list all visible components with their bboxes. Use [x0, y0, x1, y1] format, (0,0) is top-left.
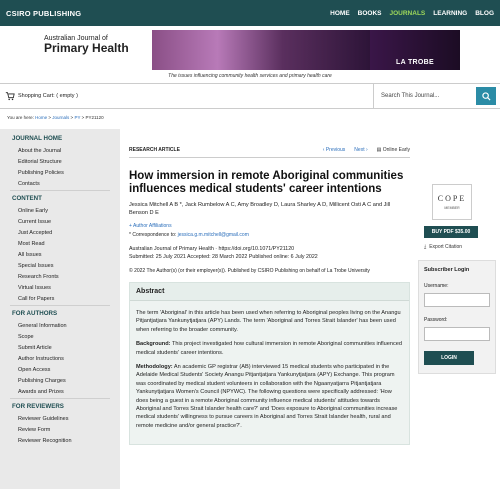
journal-banner: [0, 26, 500, 79]
journal-title-line1: Australian Journal of: [44, 35, 108, 42]
banner-artwork: [152, 30, 370, 70]
sidebar-item-general-info[interactable]: General Information: [18, 323, 67, 329]
abstract-note: The term 'Aboriginal' in this article has been used when referring to Aboriginal peoples living on the Anangu Pitjantjatjara Yankunytjatjara (APY) Lands. The term 'Aboriginal and Torres Strait Islander' has been used when referring to the broader community.: [136, 310, 401, 333]
previous-label: Previous: [325, 147, 346, 153]
username-field[interactable]: [424, 293, 490, 307]
nav-journals[interactable]: JOURNALS: [389, 9, 426, 17]
nav-home[interactable]: HOME: [330, 9, 350, 17]
sidebar-item-virtual-issues[interactable]: Virtual Issues: [18, 285, 51, 291]
background-label: Background:: [136, 341, 171, 348]
sidebar: [0, 129, 120, 489]
article-type-label: RESEARCH ARTICLE: [129, 147, 180, 153]
article-main: [120, 129, 410, 489]
breadcrumb-journals[interactable]: Journals: [52, 115, 70, 120]
sidebar-item-just-accepted[interactable]: Just Accepted: [18, 230, 53, 236]
username-label: Username:: [424, 283, 449, 289]
cope-logo-sub: MEMBER: [444, 206, 460, 210]
sidebar-heading-journal-home[interactable]: JOURNAL HOME: [12, 135, 63, 142]
methodology-label: Methodology:: [136, 364, 173, 371]
sidebar-item-open-access[interactable]: Open Access: [18, 367, 51, 373]
correspondence: [129, 232, 410, 238]
export-citation-label: Export Citation: [429, 244, 463, 250]
sidebar-item-author-instructions[interactable]: Author Instructions: [18, 356, 64, 362]
background-text: This project investigated how cultural immersion in remote Aboriginal communities influenced medical students' career intentions.: [136, 341, 403, 356]
search-input[interactable]: Search This Journal...: [381, 93, 440, 99]
sidebar-item-scope[interactable]: Scope: [18, 334, 34, 340]
correspondence-email[interactable]: jessica.g.m.mitchell@gmail.com: [177, 232, 249, 238]
top-bar: [0, 0, 500, 26]
sidebar-heading-content[interactable]: CONTENT: [12, 195, 42, 202]
sidebar-item-most-read[interactable]: Most Read: [18, 241, 45, 247]
correspondence-label: * Correspondence to:: [129, 232, 177, 238]
sidebar-item-review-form[interactable]: Review Form: [18, 427, 51, 433]
banner-image[interactable]: [40, 30, 460, 70]
sidebar-divider: [10, 305, 110, 306]
article-nav: [323, 147, 410, 153]
article-authors[interactable]: Jessica Mitchell A B *, Jack Rumbelow A C, Amy Broadley D, Laura Sharley A D, Millicent Osti A C and Jill Benson D E: [129, 202, 391, 216]
shopping-cart[interactable]: [5, 91, 78, 101]
password-field[interactable]: [424, 327, 490, 341]
sidebar-item-special-issues[interactable]: Special Issues: [18, 263, 54, 269]
sidebar-heading-for-reviewers[interactable]: FOR REVIEWERS: [12, 403, 64, 410]
next-link[interactable]: Next ›: [354, 147, 368, 153]
la-trobe-logo: [370, 30, 460, 70]
right-panel: [410, 129, 500, 489]
sidebar-item-publishing-charges[interactable]: Publishing Charges: [18, 378, 66, 384]
sidebar-divider: [10, 398, 110, 399]
sidebar-item-reviewer-guidelines[interactable]: Reviewer Guidelines: [18, 416, 69, 422]
sidebar-item-editorial[interactable]: Editorial Structure: [18, 159, 62, 165]
search-button[interactable]: [476, 87, 496, 105]
cart-label: Shopping Cart: ( empty ): [18, 93, 78, 99]
article-title: How immersion in remote Aboriginal communities influences medical students' career intentions: [129, 170, 404, 195]
top-nav: [330, 10, 494, 17]
citation-dates: Submitted: 25 July 2021 Accepted: 28 March 2022 Published online: 6 July 2022: [129, 254, 318, 260]
abstract-background: [136, 340, 403, 357]
search-box: [373, 83, 500, 109]
breadcrumb: You are here: Home > Journals > PY > PY21120: [7, 115, 104, 120]
cope-logo[interactable]: [432, 184, 472, 220]
online-early-label: Online Early: [382, 147, 410, 153]
license-text: © 2022 The Author(s) (or their employer(s)). Published by CSIRO Publishing on behalf of La Trobe University: [129, 268, 370, 274]
cope-logo-text: COPE: [437, 194, 467, 203]
journal-tagline: The issues influencing community health services and primary health care: [168, 73, 332, 79]
sidebar-item-current-issue[interactable]: Current Issue: [18, 219, 52, 225]
brand-logo[interactable]: CSIRO PUBLISHING: [6, 8, 82, 18]
journal-title-line2: Primary Health: [44, 41, 129, 55]
sidebar-item-online-early[interactable]: Online Early: [18, 208, 48, 214]
citation-info: [129, 245, 410, 261]
breadcrumb-py[interactable]: PY: [74, 115, 81, 120]
subscriber-login-box: [418, 260, 496, 374]
sidebar-item-awards[interactable]: Awards and Prizes: [18, 389, 64, 395]
next-label: Next: [354, 147, 365, 153]
nav-learning[interactable]: LEARNING: [433, 9, 468, 17]
author-affiliations-toggle[interactable]: + Author Affiliations: [129, 223, 172, 229]
journal-title-block: [40, 30, 152, 70]
login-button[interactable]: LOGIN: [424, 351, 474, 365]
breadcrumb-current: PY21120: [85, 115, 104, 120]
sidebar-item-contacts[interactable]: Contacts: [18, 181, 40, 187]
toolbar: [0, 83, 500, 109]
nav-books[interactable]: BOOKS: [357, 9, 382, 17]
sidebar-item-all-issues[interactable]: All Issues: [18, 252, 42, 258]
online-early-icon: ▤: [376, 147, 382, 153]
previous-link[interactable]: ‹ Previous: [322, 147, 346, 153]
breadcrumb-home[interactable]: Home: [35, 115, 48, 120]
online-early-link[interactable]: [377, 147, 410, 153]
abstract-body: [130, 301, 409, 444]
la-trobe-logo-text: LA TROBE: [396, 59, 434, 66]
sidebar-item-reviewer-recognition[interactable]: Reviewer Recognition: [18, 438, 72, 444]
search-icon: [482, 92, 491, 101]
sidebar-divider: [10, 190, 110, 191]
abstract-heading: Abstract: [130, 283, 409, 301]
citation-doi[interactable]: Australian Journal of Primary Health · https://doi.org/10.1071/PY21120: [129, 246, 295, 252]
nav-blog[interactable]: BLOG: [475, 9, 494, 17]
sidebar-item-policies[interactable]: Publishing Policies: [18, 170, 64, 176]
password-label: Password:: [424, 317, 448, 323]
export-icon: ⤓: [424, 244, 427, 250]
sidebar-item-about[interactable]: About the Journal: [18, 148, 62, 154]
sidebar-item-submit-article[interactable]: Submit Article: [18, 345, 52, 351]
abstract-methodology: [136, 363, 403, 430]
sidebar-item-call-for-papers[interactable]: Call for Papers: [18, 296, 55, 302]
breadcrumb-prefix: You are here:: [7, 115, 34, 120]
cart-icon: [5, 91, 15, 101]
login-title: Subscriber Login: [424, 267, 470, 273]
sidebar-heading-for-authors[interactable]: FOR AUTHORS: [12, 310, 58, 317]
sidebar-item-research-fronts[interactable]: Research Fronts: [18, 274, 59, 280]
methodology-text: An academic GP registrar (AB) interviewed 15 medical students who participated in the Adelaide Medical Students' Society Anangu Pitjantjatjara Yankunytjatjara (APY) Exchange. This program was coordinated by medical student volunteers in collaboration with the Ngaanyatjarra Pitjantjatjara Yankunytjatjara Women's Council (NPYWC). The following questions were specifically addressed: 'How does being a guest in a remote Aboriginal community influence medical students' attitudes towards Aboriginal and Torres Strait Islander health care?' and 'Does exposure to Aboriginal communities increase medical students' willingness to pursue careers in Aboriginal and Torres Strait Islander health, rural and remote medicine and/or general practice?'.: [136, 364, 398, 429]
buy-pdf-button[interactable]: BUY PDF $35.00: [424, 226, 478, 238]
abstract-panel: [129, 282, 410, 445]
article-header: [129, 147, 410, 158]
export-citation-link[interactable]: [424, 244, 500, 250]
